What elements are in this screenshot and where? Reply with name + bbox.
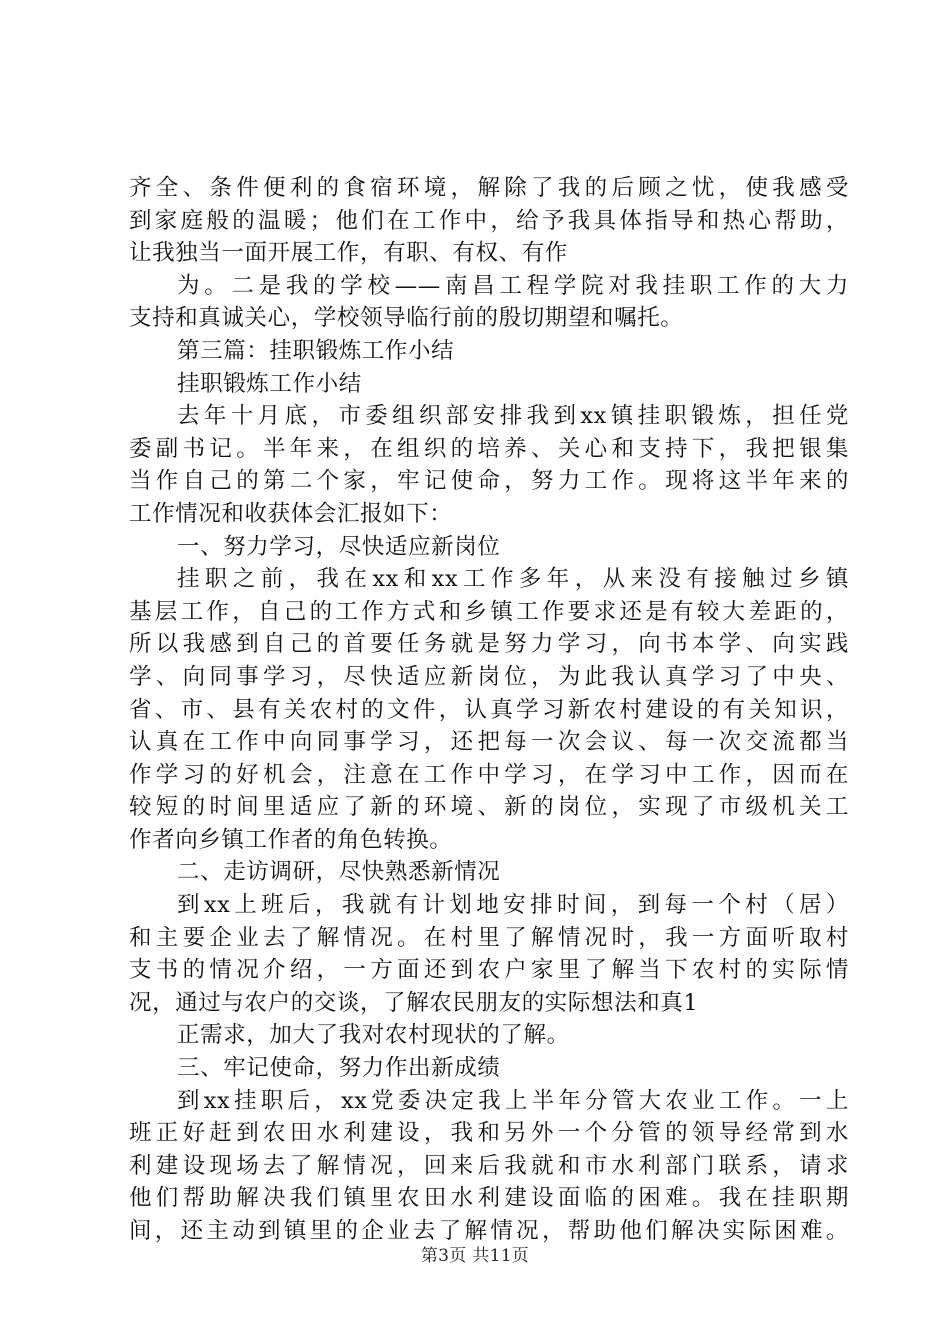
text-line: 到xx上班后，我就有计划地安排时间，到每一个村（居） <box>177 892 849 919</box>
text-line: 间，还主动到镇里的企业去了解情况，帮助他们解决实际困难。 <box>129 1218 849 1244</box>
text-line: 作学习的好机会，注意在工作中学习，在学习中工作，因而在 <box>129 761 849 788</box>
text-line: 正需求，加大了我对农村现状的了解。 <box>177 1022 570 1049</box>
text-line: 基层工作，自己的工作方式和乡镇工作要求还是有较大差距的， <box>129 598 849 625</box>
text-line: 工作情况和收获体会汇报如下： <box>129 500 453 527</box>
text-line: 到家庭般的温暖；他们在工作中，给予我具体指导和热心帮助， <box>129 207 849 234</box>
text-line: 省、市、县有关农村的文件，认真学习新农村建设的有关知识， <box>129 696 849 723</box>
text-line: 和主要企业去了解情况。在村里了解情况时，我一方面听取村 <box>129 924 849 951</box>
text-line: 支持和真诚关心，学校领导临行前的殷切期望和嘱托。 <box>129 305 684 332</box>
page-number: 第3页 共11页 <box>420 1246 530 1266</box>
text-line: 挂职之前，我在xx和xx工作多年，从来没有接触过乡镇 <box>177 566 849 593</box>
subheading: 二、走访调研，尽快熟悉新情况 <box>177 859 501 886</box>
text-line: 支书的情况介绍，一方面还到农户家里了解当下农村的实际情 <box>129 957 849 984</box>
text-line: 利建设现场去了解情况，回来后我就和市水利部门联系，请求 <box>129 1152 849 1179</box>
text-line: 作者向乡镇工作者的角色转换。 <box>129 826 453 853</box>
text-line: 较短的时间里适应了新的环境、新的岗位，实现了市级机关工 <box>129 794 849 821</box>
text-line: 况，通过与农户的交谈，了解农民朋友的实际想法和真1 <box>129 989 699 1016</box>
document-body <box>129 172 849 1248</box>
section-title: 挂职锻炼工作小结 <box>177 370 362 397</box>
text-line: 委副书记。半年来，在组织的培养、关心和支持下，我把银集 <box>129 435 849 462</box>
text-line: 当作自己的第二个家，牢记使命，努力工作。现将这半年来的 <box>129 468 849 495</box>
subheading: 三、牢记使命，努力作出新成绩 <box>177 1055 501 1082</box>
text-line: 齐全、条件便利的食宿环境，解除了我的后顾之忧，使我感受 <box>129 175 849 201</box>
text-line: 班正好赶到农田水利建设，我和另外一个分管的领导经常到水 <box>129 1120 849 1147</box>
text-line: 认真在工作中向同事学习，还把每一次会议、每一次交流都当 <box>129 729 849 756</box>
text-line: 到xx挂职后，xx党委决定我上半年分管大农业工作。一上 <box>177 1087 849 1114</box>
text-line: 他们帮助解决我们镇里农田水利建设面临的困难。我在挂职期 <box>129 1185 849 1212</box>
text-line: 所以我感到自己的首要任务就是努力学习，向书本学、向实践 <box>129 631 849 658</box>
subheading: 一、努力学习，尽快适应新岗位 <box>177 533 501 560</box>
text-line: 为。二是我的学校——南昌工程学院对我挂职工作的大力 <box>177 272 849 299</box>
section-heading: 第三篇：挂职锻炼工作小结 <box>177 337 455 364</box>
text-line: 去年十月底，市委组织部安排我到xx镇挂职锻炼，担任党 <box>177 403 849 430</box>
text-line: 学、向同事学习，尽快适应新岗位，为此我认真学习了中央、 <box>129 663 849 690</box>
text-line: 让我独当一面开展工作，有职、有权、有作 <box>129 240 568 267</box>
